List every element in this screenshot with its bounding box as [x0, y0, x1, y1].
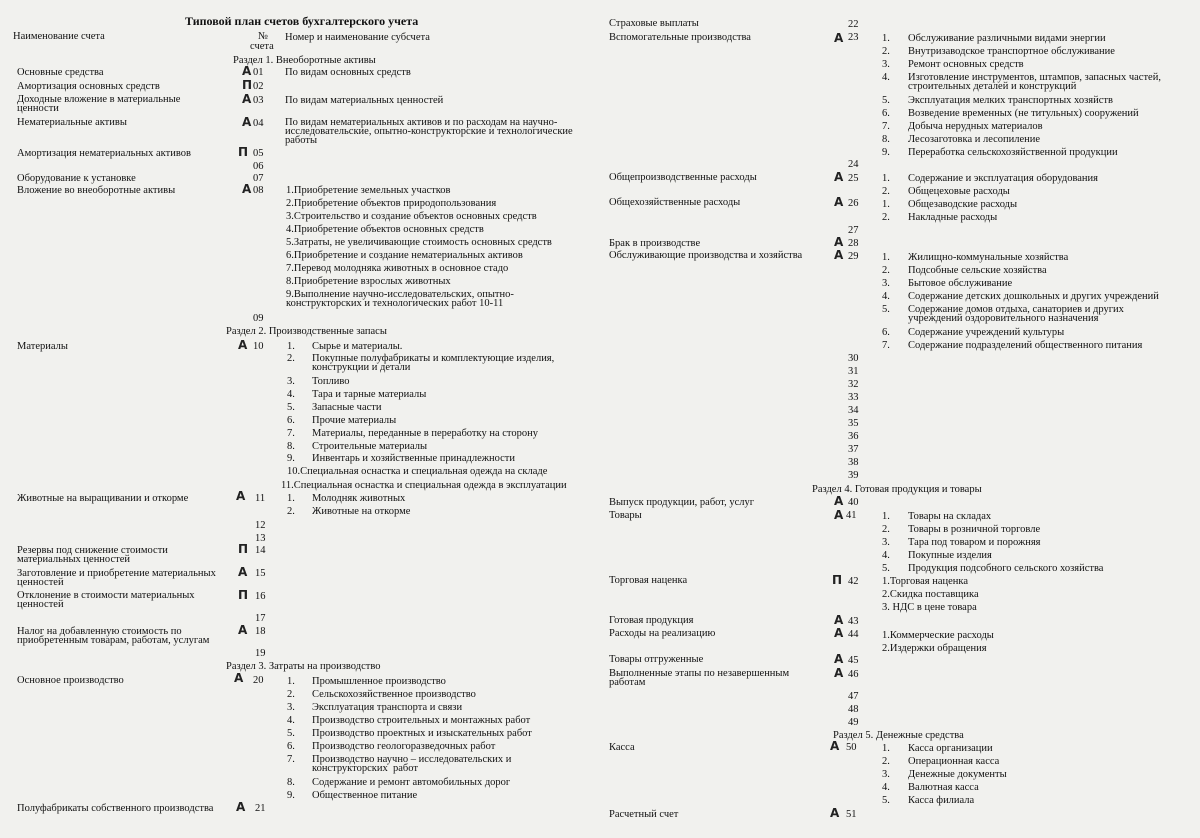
account-28-num: 28 [848, 238, 859, 249]
account-21-name: Полуфабрикаты собственного производства [17, 803, 214, 814]
account-25-mark: А [834, 170, 844, 184]
account-18-mark: А [238, 623, 248, 637]
account-23-sub: Возведение временных (не титульных) сооружений [908, 108, 1139, 119]
account-46-name-2: работам [609, 677, 646, 688]
account-10-mark: А [238, 338, 248, 352]
account-10-sub-no: 3. [287, 376, 295, 387]
account-20-mark: А [234, 671, 244, 685]
account-10-sub-no: 8. [287, 441, 295, 452]
account-18-name: Налог на добавленную стоимость по [17, 626, 182, 637]
account-25-name: Общепроизводственные расходы [609, 172, 757, 183]
account-50-sub-no: 1. [882, 743, 890, 754]
account-03-num: 03 [253, 95, 264, 106]
account-10-num: 10 [253, 341, 264, 352]
account-44-num: 44 [848, 629, 859, 640]
account-29-sub-no: 2. [882, 265, 890, 276]
account-10-sub-no: 2. [287, 353, 295, 364]
account-23-sub-no: 8. [882, 134, 890, 145]
account-50-sub: Касса организации [908, 743, 993, 754]
account-18-num: 18 [255, 626, 266, 637]
account-41-sub: Тара под товаром и порожняя [908, 537, 1041, 548]
account-06-num: 06 [253, 161, 264, 172]
account-num: 37 [848, 444, 859, 455]
account-16-name-2: ценностей [17, 599, 64, 610]
account-02-mark: П [242, 78, 253, 92]
account-11-sub: Животные на откорме [312, 506, 411, 517]
account-43-mark: А [834, 613, 844, 627]
account-50-num: 50 [846, 742, 857, 753]
account-20-sub: Производство проектных и изыскательных работ [312, 728, 532, 739]
account-42-sub: 1.Торговая наценка [882, 576, 969, 587]
section-2-title: Раздел 2. Производственные запасы [226, 326, 387, 337]
account-20-sub-no: 7. [287, 754, 295, 765]
account-45-mark: А [834, 652, 844, 666]
account-20-name: Основное производство [17, 675, 124, 686]
account-04-name: Нематериальные активы [17, 117, 127, 128]
account-26-sub-no: 1. [882, 199, 890, 210]
account-23-sub: Внутризаводское транспортное обслуживание [908, 46, 1115, 57]
account-03-sub: По видам материальных ценностей [285, 95, 444, 106]
account-23-sub-no: 2. [882, 46, 890, 57]
account-50-sub-no: 2. [882, 756, 890, 767]
account-46-name: Выполненные этапы по незавершенным [609, 668, 790, 679]
account-23-mark: А [834, 31, 844, 45]
account-23-sub: Ремонт основных средств [908, 59, 1024, 70]
account-20-sub: Производство строительных и монтажных работ [312, 715, 531, 726]
header-subaccount: Номер и наименование субсчета [285, 32, 430, 43]
account-12-num: 12 [255, 520, 266, 531]
account-23-sub: Эксплуатация мелких транспортных хозяйств [908, 95, 1113, 106]
account-46-mark: А [834, 666, 844, 680]
document-title: Типовой план счетов бухгалтерского учета [185, 14, 419, 28]
account-50-sub-no: 3. [882, 769, 890, 780]
account-14-num: 14 [255, 545, 266, 556]
account-05-mark: П [238, 145, 249, 159]
account-10-sub: Запасные части [312, 402, 382, 413]
account-20-sub: Производство геологоразведочных работ [312, 741, 496, 752]
account-29-sub-no: 6. [882, 327, 890, 338]
account-23-sub-no: 1. [882, 33, 890, 44]
account-23-sub: Лесозаготовка и лесопиление [908, 134, 1041, 145]
account-50-sub-no: 5. [882, 795, 890, 806]
account-08-sub: 6.Приобретение и создание нематериальных активов [286, 250, 523, 261]
account-29-sub: Содержание подразделений общественного питания [908, 340, 1143, 351]
account-23-sub-no: 9. [882, 147, 890, 158]
account-20-sub: Эксплуатация транспорта и связи [312, 702, 463, 713]
account-29-num: 29 [848, 251, 859, 262]
account-num: 38 [848, 457, 859, 468]
account-01-mark: А [242, 64, 252, 78]
account-26-mark: А [834, 195, 844, 209]
account-05-num: 05 [253, 148, 264, 159]
account-40-mark: А [834, 494, 844, 508]
account-num: 34 [848, 405, 859, 416]
account-47-num: 47 [848, 691, 859, 702]
account-14-mark: П [238, 542, 249, 556]
account-09-num: 09 [253, 313, 264, 324]
account-28-mark: А [834, 235, 844, 249]
account-10-sub: Топливо [312, 376, 350, 387]
account-01-sub: По видам основных средств [285, 67, 411, 78]
account-num: 31 [848, 366, 859, 377]
account-20-sub-no: 1. [287, 676, 295, 687]
account-41-sub-no: 2. [882, 524, 890, 535]
account-29-sub: Жилищно-коммунальные хозяйства [908, 252, 1069, 263]
account-29-sub-no: 3. [882, 278, 890, 289]
section-4-title: Раздел 4. Готовая продукция и товары [812, 484, 982, 495]
account-15-name-2: ценностей [17, 577, 64, 588]
account-23-sub-no: 3. [882, 59, 890, 70]
section-5-title: Раздел 5. Денежные средства [833, 730, 964, 741]
account-23-sub-no: 5. [882, 95, 890, 106]
section-1-title: Раздел 1. Внеоборотные активы [233, 55, 376, 66]
account-44-sub: 2.Издержки обращения [882, 643, 987, 654]
account-16-mark: П [238, 588, 249, 602]
account-41-sub-no: 5. [882, 563, 890, 574]
account-29-sub-no: 4. [882, 291, 890, 302]
account-26-sub: Общезаводские расходы [908, 199, 1018, 210]
account-23-sub-no: 6. [882, 108, 890, 119]
account-10-sub-no: 1. [287, 341, 295, 352]
account-15-num: 15 [255, 568, 266, 579]
account-42-mark: П [832, 573, 843, 587]
account-10-sub-no: 6. [287, 415, 295, 426]
account-29-sub: Содержание учреждений культуры [908, 327, 1065, 338]
account-26-num: 26 [848, 198, 859, 209]
account-25-sub-no: 1. [882, 173, 890, 184]
account-07-name: Оборудование к установке [17, 173, 136, 184]
account-50-sub: Валютная касса [908, 782, 979, 793]
account-29-mark: А [834, 248, 844, 262]
account-44-sub: 1.Коммерческие расходы [882, 630, 994, 641]
account-41-mark: А [834, 508, 844, 522]
account-25-sub-no: 2. [882, 186, 890, 197]
account-41-sub: Товары на складах [908, 511, 992, 522]
account-08-sub: 9.Выполнение научно-исследовательских, опытно- [286, 289, 514, 300]
account-41-sub-no: 1. [882, 511, 890, 522]
account-21-num: 21 [255, 803, 266, 814]
account-42-sub: 2.Скидка поставщика [882, 589, 979, 600]
account-23-name: Вспомогательные производства [609, 32, 751, 43]
account-40-name: Выпуск продукции, работ, услуг [609, 497, 755, 508]
account-04-sub-2: исследовательские, опытно-конструкторские и технологические [285, 126, 573, 137]
account-45-num: 45 [848, 655, 859, 666]
account-23-num: 23 [848, 32, 859, 43]
account-50-sub: Денежные документы [908, 769, 1007, 780]
account-20-sub-no: 2. [287, 689, 295, 700]
account-51-mark: А [830, 806, 840, 820]
account-08-name: Вложение во внеоборотные активы [17, 185, 176, 196]
account-26-sub-no: 2. [882, 212, 890, 223]
account-11-sub: Молодняк животных [312, 493, 406, 504]
account-20-sub-no: 9. [287, 790, 295, 801]
account-08-sub: 3.Строительство и создание объектов основных средств [286, 211, 537, 222]
account-11-num: 11 [255, 493, 266, 504]
account-10-sub: Прочие материалы [312, 415, 397, 426]
account-23-sub-no: 7. [882, 121, 890, 132]
account-10-sub-no: 5. [287, 402, 295, 413]
account-11-name: Животные на выращивании и откорме [17, 493, 189, 504]
account-14-name-2: материальных ценностей [17, 554, 130, 565]
account-08-sub: 1.Приобретение земельных участков [286, 185, 451, 196]
account-20-sub: Содержание и ремонт автомобильных дорог [312, 777, 511, 788]
account-03-mark: А [242, 92, 252, 106]
account-20-sub: Общественное питание [312, 790, 418, 801]
account-10-sub-no: 9. [287, 453, 295, 464]
account-10-sub: Покупные полуфабрикаты и комплектующие изделия, [312, 353, 555, 364]
account-20-sub: Производство научно – исследовательских и [312, 754, 512, 765]
account-29-name: Обслуживающие производства и хозяйства [609, 250, 803, 261]
account-08-sub: 4.Приобретение объектов основных средств [286, 224, 484, 235]
account-25-num: 25 [848, 173, 859, 184]
account-18-name-2: приобретенным товарам, работам, услугам [17, 635, 210, 646]
account-11-sub-no: 1. [287, 493, 295, 504]
account-28-name: Брак в производстве [609, 238, 701, 249]
account-16-name: Отклонение в стоимости материальных [17, 590, 195, 601]
account-42-name: Торговая наценка [609, 575, 688, 586]
account-29-sub: Содержание детских дошкольных и других учреждений [908, 291, 1159, 302]
account-10-sub: Строительные материалы [312, 441, 428, 452]
account-41-sub: Покупные изделия [908, 550, 992, 561]
account-num: 32 [848, 379, 859, 390]
account-29-sub: Бытовое обслуживание [908, 278, 1013, 289]
account-13-num: 13 [255, 533, 266, 544]
account-num: 36 [848, 431, 859, 442]
account-26-sub: Накладные расходы [908, 212, 998, 223]
account-25-sub: Содержание и эксплуатация оборудования [908, 173, 1099, 184]
account-45-name: Товары отгруженные [609, 654, 704, 665]
account-10-sub-no: 4. [287, 389, 295, 400]
account-07-num: 07 [253, 173, 264, 184]
account-14-name: Резервы под снижение стоимости [17, 545, 168, 556]
account-02-num: 02 [253, 81, 264, 92]
account-23-sub-no: 4. [882, 72, 890, 83]
account-20-sub-no: 8. [287, 777, 295, 788]
account-50-sub: Касса филиала [908, 795, 975, 806]
account-num: 39 [848, 470, 859, 481]
account-51-num: 51 [846, 809, 857, 820]
account-10-sub-no: 7. [287, 428, 295, 439]
account-01-name: Основные средства [17, 67, 104, 78]
account-22-num: 22 [848, 19, 859, 30]
account-15-mark: А [238, 565, 248, 579]
account-41-sub: Продукция подсобного сельского хозяйства [908, 563, 1104, 574]
header-account-no: № [258, 31, 269, 42]
account-50-name: Касса [609, 742, 635, 753]
account-10-name: Материалы [17, 341, 68, 352]
account-20-sub: Промышленное производство [312, 676, 446, 687]
account-04-sub-3: работы [285, 135, 318, 146]
account-20-sub: Сельскохозяйственное производство [312, 689, 476, 700]
account-40-num: 40 [848, 497, 859, 508]
account-num: 33 [848, 392, 859, 403]
account-11-sub-no: 2. [287, 506, 295, 517]
account-20-sub-no: 5. [287, 728, 295, 739]
account-03-name-2: ценности [17, 103, 59, 114]
account-10-sub: Инвентарь и хозяйственные принадлежности [312, 453, 516, 464]
account-43-name: Готовая продукция [609, 615, 694, 626]
account-08-mark: А [242, 182, 252, 196]
account-20-sub-no: 4. [287, 715, 295, 726]
account-51-name: Расчетный счет [609, 809, 679, 820]
header-account-no-2: счета [250, 41, 274, 52]
account-01-num: 01 [253, 67, 264, 78]
account-26-name: Общехозяйственные расходы [609, 197, 741, 208]
account-25-sub: Общецеховые расходы [908, 186, 1010, 197]
account-21-mark: А [236, 800, 246, 814]
account-10-sub: 11.Специальная оснастка и специальная одежда в эксплуатации [281, 480, 567, 491]
account-24-num: 24 [848, 159, 859, 170]
account-29-sub: Содержание домов отдыха, санаториев и других [908, 304, 1124, 315]
account-20-sub-no: 3. [287, 702, 295, 713]
account-19-num: 19 [255, 648, 266, 659]
account-23-sub: Обслуживание различными видами энергии [908, 33, 1106, 44]
account-23-sub: строительных деталей и конструкций [908, 81, 1077, 92]
account-29-sub-no: 1. [882, 252, 890, 263]
account-02-name: Амортизация основных средств [17, 81, 160, 92]
account-03-name: Доходные вложение в материальные [17, 94, 181, 105]
account-27-num: 27 [848, 225, 859, 236]
account-42-sub: 3. НДС в цене товара [882, 602, 977, 613]
account-50-sub: Операционная касса [908, 756, 1000, 767]
header-account-name: Наименование счета [13, 31, 105, 42]
account-41-name: Товары [609, 510, 642, 521]
account-08-sub: 7.Перевод молодняка животных в основное стадо [286, 263, 509, 274]
account-17-num: 17 [255, 613, 266, 624]
account-10-sub: 10.Специальная оснастка и специальная одежда на складе [287, 466, 548, 477]
account-44-name: Расходы на реализацию [609, 628, 716, 639]
account-08-num: 08 [253, 185, 264, 196]
account-41-sub-no: 3. [882, 537, 890, 548]
account-29-sub-no: 5. [882, 304, 890, 315]
account-10-sub: Материалы, переданные в переработку на сторону [312, 428, 538, 439]
account-46-num: 46 [848, 669, 859, 680]
account-20-sub-no: 6. [287, 741, 295, 752]
account-num: 30 [848, 353, 859, 364]
account-29-sub: Подсобные сельские хозяйства [908, 265, 1047, 276]
account-41-sub-no: 4. [882, 550, 890, 561]
account-23-sub: Переработка сельскохозяйственной продукции [908, 147, 1118, 158]
account-29-sub: учреждений оздоровительного назначения [908, 313, 1099, 324]
account-50-sub-no: 4. [882, 782, 890, 793]
account-20-sub: конструкторских работ [312, 763, 418, 774]
account-29-sub-no: 7. [882, 340, 890, 351]
account-16-num: 16 [255, 591, 266, 602]
account-10-sub: конструкции и детали [312, 362, 411, 373]
account-08-sub: 8.Приобретение взрослых животных [286, 276, 451, 287]
account-41-num: 41 [846, 510, 857, 521]
account-04-num: 04 [253, 118, 264, 129]
account-num: 35 [848, 418, 859, 429]
section-3-title: Раздел 3. Затраты на производство [226, 661, 381, 672]
account-49-num: 49 [848, 717, 859, 728]
account-44-mark: А [834, 626, 844, 640]
account-50-mark: А [830, 739, 840, 753]
account-22-name: Страховые выплаты [609, 18, 699, 29]
account-08-sub: конструкторских и технологических работ 10-11 [286, 298, 504, 309]
account-23-sub: Изготовление инструментов, штампов, запасных частей, [908, 72, 1161, 83]
account-08-sub: 2.Приобретение объектов природопользования [286, 198, 497, 209]
account-23-sub: Добыча нерудных материалов [908, 121, 1043, 132]
account-08-sub: 5.Затраты, не увеличивающие стоимость основных средств [286, 237, 552, 248]
account-04-mark: А [242, 115, 252, 129]
account-04-sub: По видам нематериальных активов и по расходам на научно- [285, 117, 558, 128]
account-15-name: Заготовление и приобретение материальных [17, 568, 216, 579]
account-42-num: 42 [848, 576, 859, 587]
account-48-num: 48 [848, 704, 859, 715]
account-20-num: 20 [253, 675, 264, 686]
account-05-name: Амортизация нематериальных активов [17, 148, 191, 159]
account-10-sub: Сырье и материалы. [312, 341, 403, 352]
account-11-mark: А [236, 489, 246, 503]
account-41-sub: Товары в розничной торговле [908, 524, 1041, 535]
account-43-num: 43 [848, 616, 859, 627]
account-10-sub: Тара и тарные материалы [312, 389, 427, 400]
